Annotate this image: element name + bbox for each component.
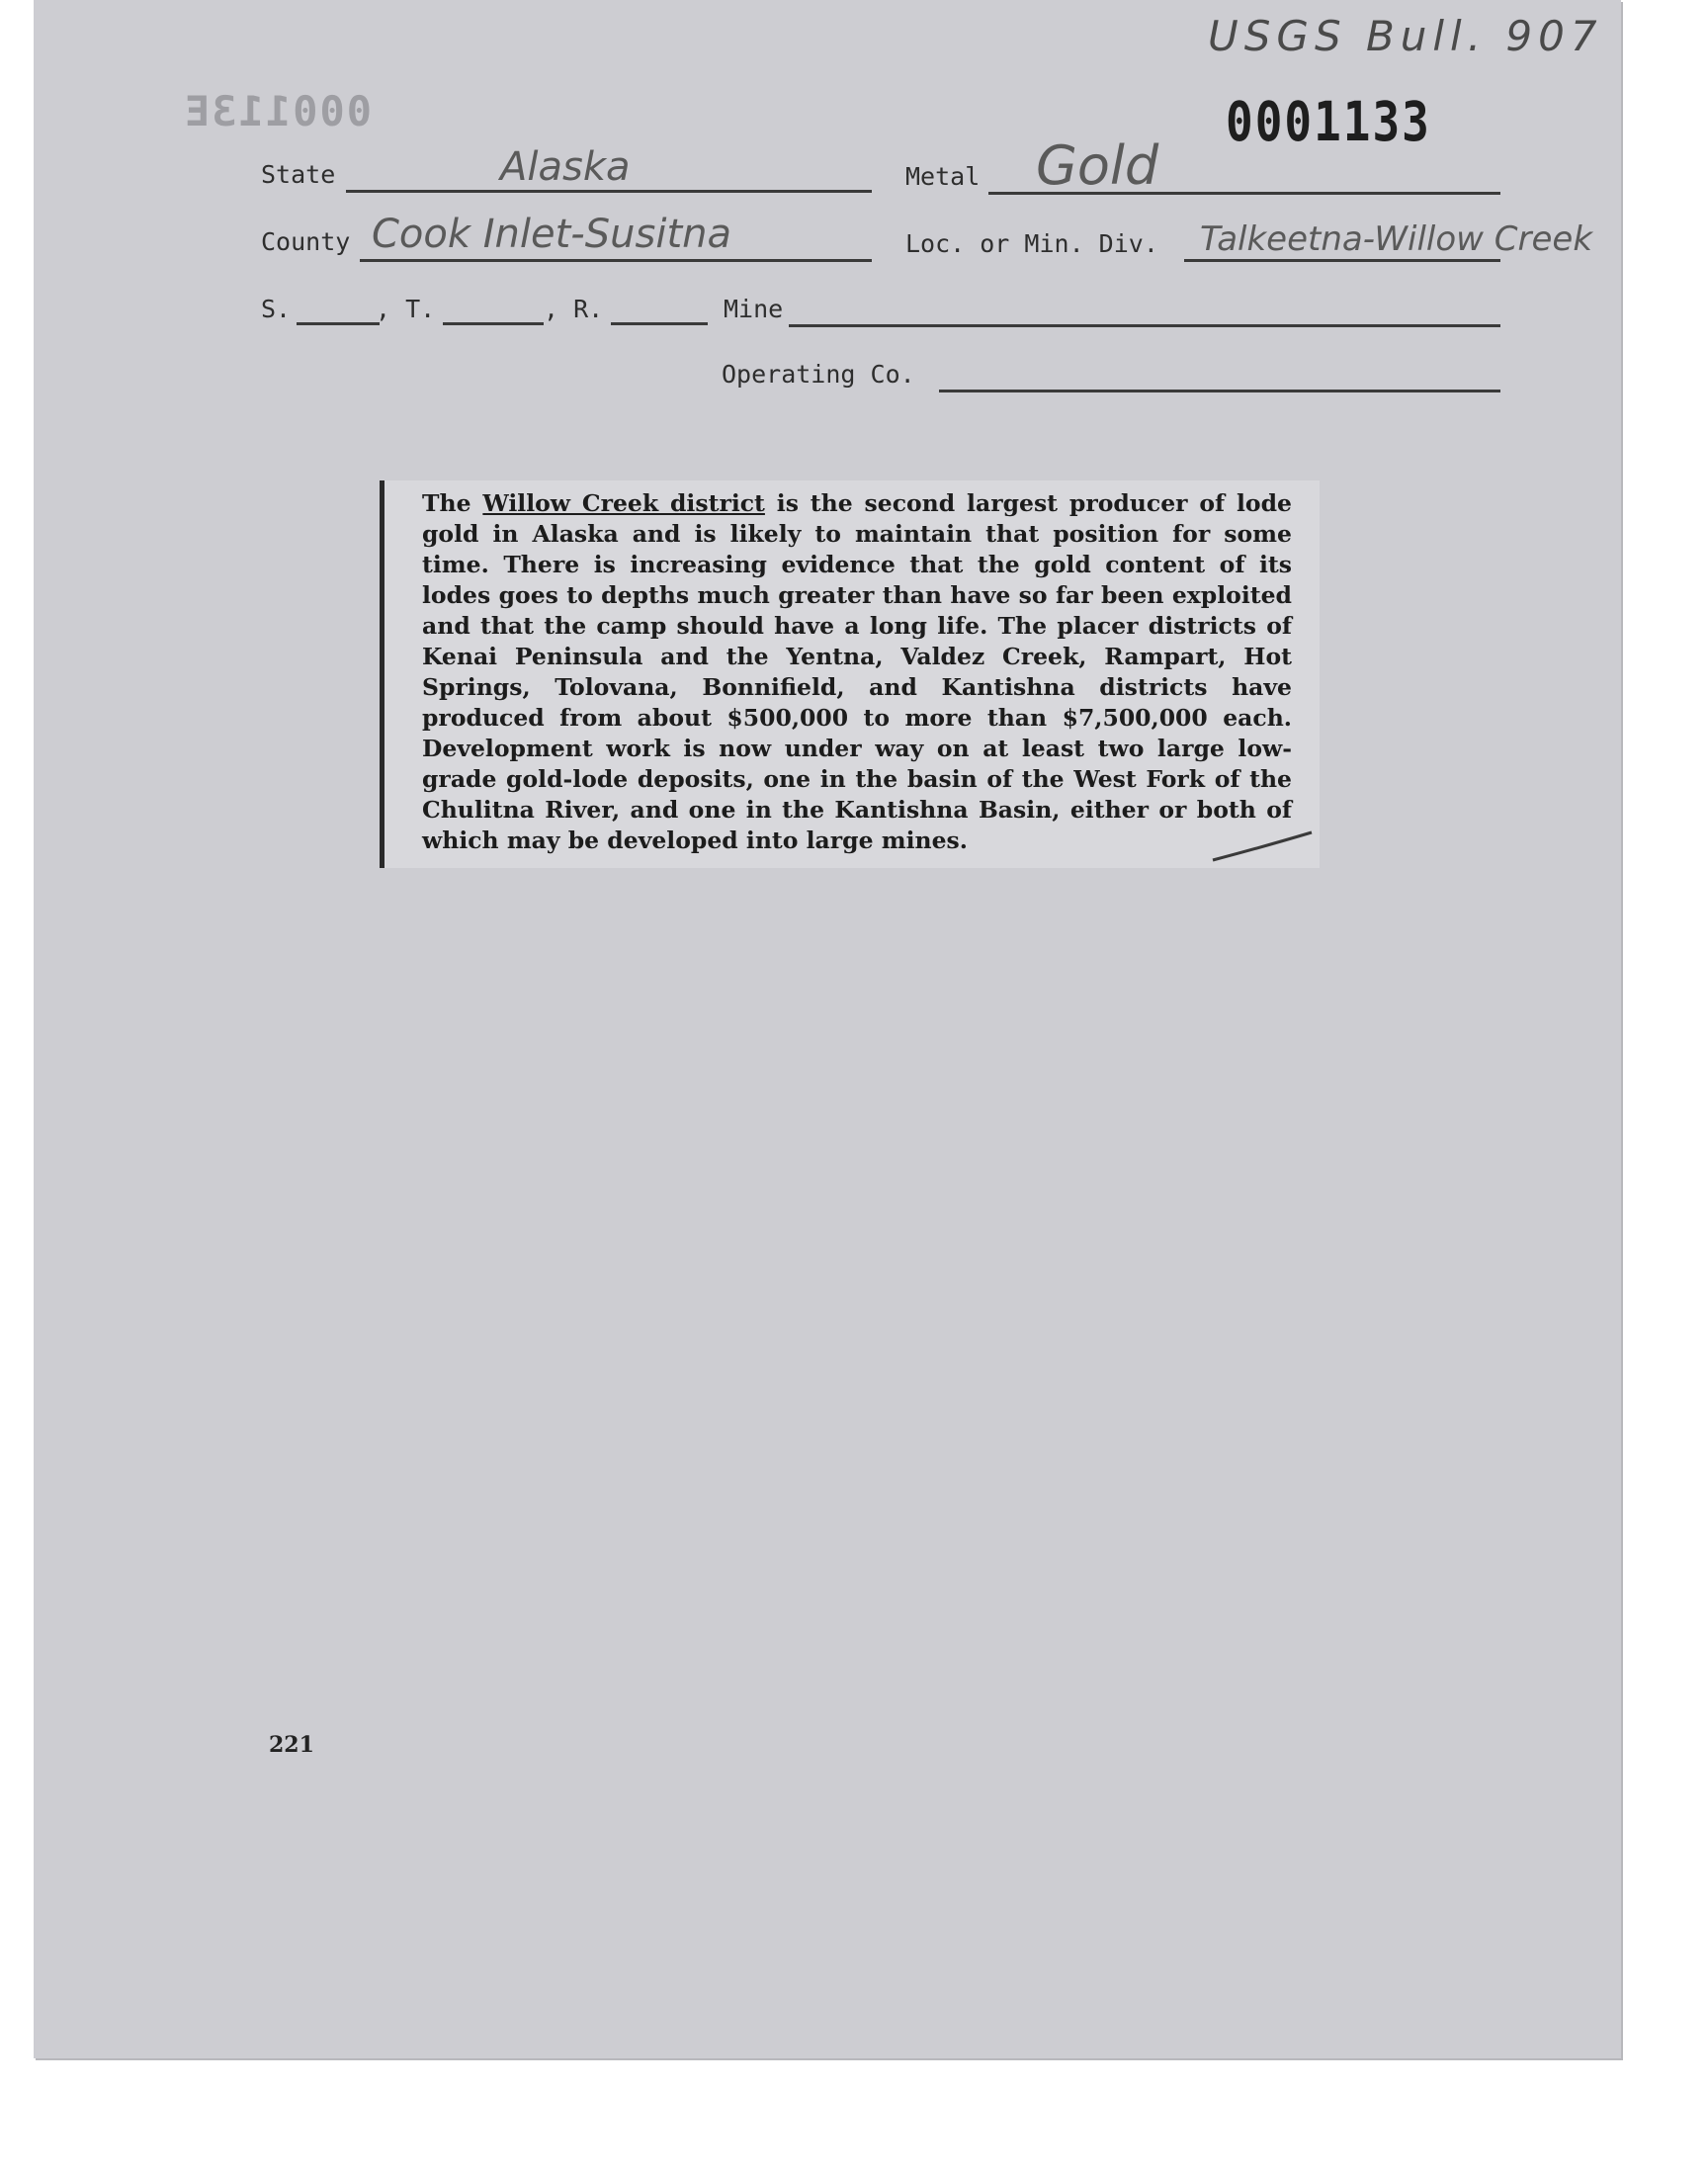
county-label: County — [261, 227, 351, 256]
clipping-body: is the second largest producer of lode gold in Alaska and is likely to maintain that position for some time. There is increasing evidence that the gold content of its lodes goes to depths much greater than have so far been exploited and that the camp should have a long life. The placer districts of Kenai Peninsula and the Yentna, Valdez Creek, Rampart, Hot Springs, Tolovana, Bonnifield, and Kantishna districts have produced from about $500,000 to more than $7,500,000 each. Development work is now under way on at least two large low-grade gold-lode deposits, one in the basin of the West Fork of the Chulitna River, and one in the Kantishna Basin, either or both of which may be developed into large mines. — [422, 489, 1292, 854]
metal-label: Metal — [905, 162, 981, 191]
loc-label: Loc. or Min. Div. — [905, 229, 1158, 258]
stamp-ghost: 000113E — [183, 87, 373, 135]
section-label: S. — [261, 295, 292, 323]
operating-co-label: Operating Co. — [722, 360, 915, 389]
pen-stroke-mark — [1209, 826, 1318, 866]
stamp-number: 0001133 — [1226, 89, 1431, 154]
clipping-paragraph — [422, 488, 1292, 856]
state-line — [346, 190, 872, 193]
text-clipping — [380, 480, 1320, 868]
township-line — [443, 322, 544, 325]
metal-value: Gold — [1036, 134, 1159, 197]
section-line — [297, 322, 380, 325]
county-value: Cook Inlet-Susitna — [372, 212, 731, 257]
page-number: 221 — [269, 1732, 314, 1758]
range-label: , R. — [544, 295, 604, 323]
township-label: , T. — [376, 295, 436, 323]
clipping-underlined-district: Willow Creek district — [482, 489, 765, 517]
operating-co-line — [939, 390, 1500, 392]
loc-value: Talkeetna-Willow Creek — [1200, 219, 1593, 259]
county-line — [360, 259, 872, 262]
state-value: Alaska — [500, 144, 631, 190]
state-label: State — [261, 160, 336, 189]
loc-line — [1184, 259, 1500, 262]
reference-note: USGS Bull. 907 — [1208, 12, 1603, 60]
mine-label: Mine — [724, 295, 784, 323]
mine-line — [789, 324, 1500, 327]
clipping-lead: The — [422, 489, 483, 517]
range-line — [611, 322, 708, 325]
